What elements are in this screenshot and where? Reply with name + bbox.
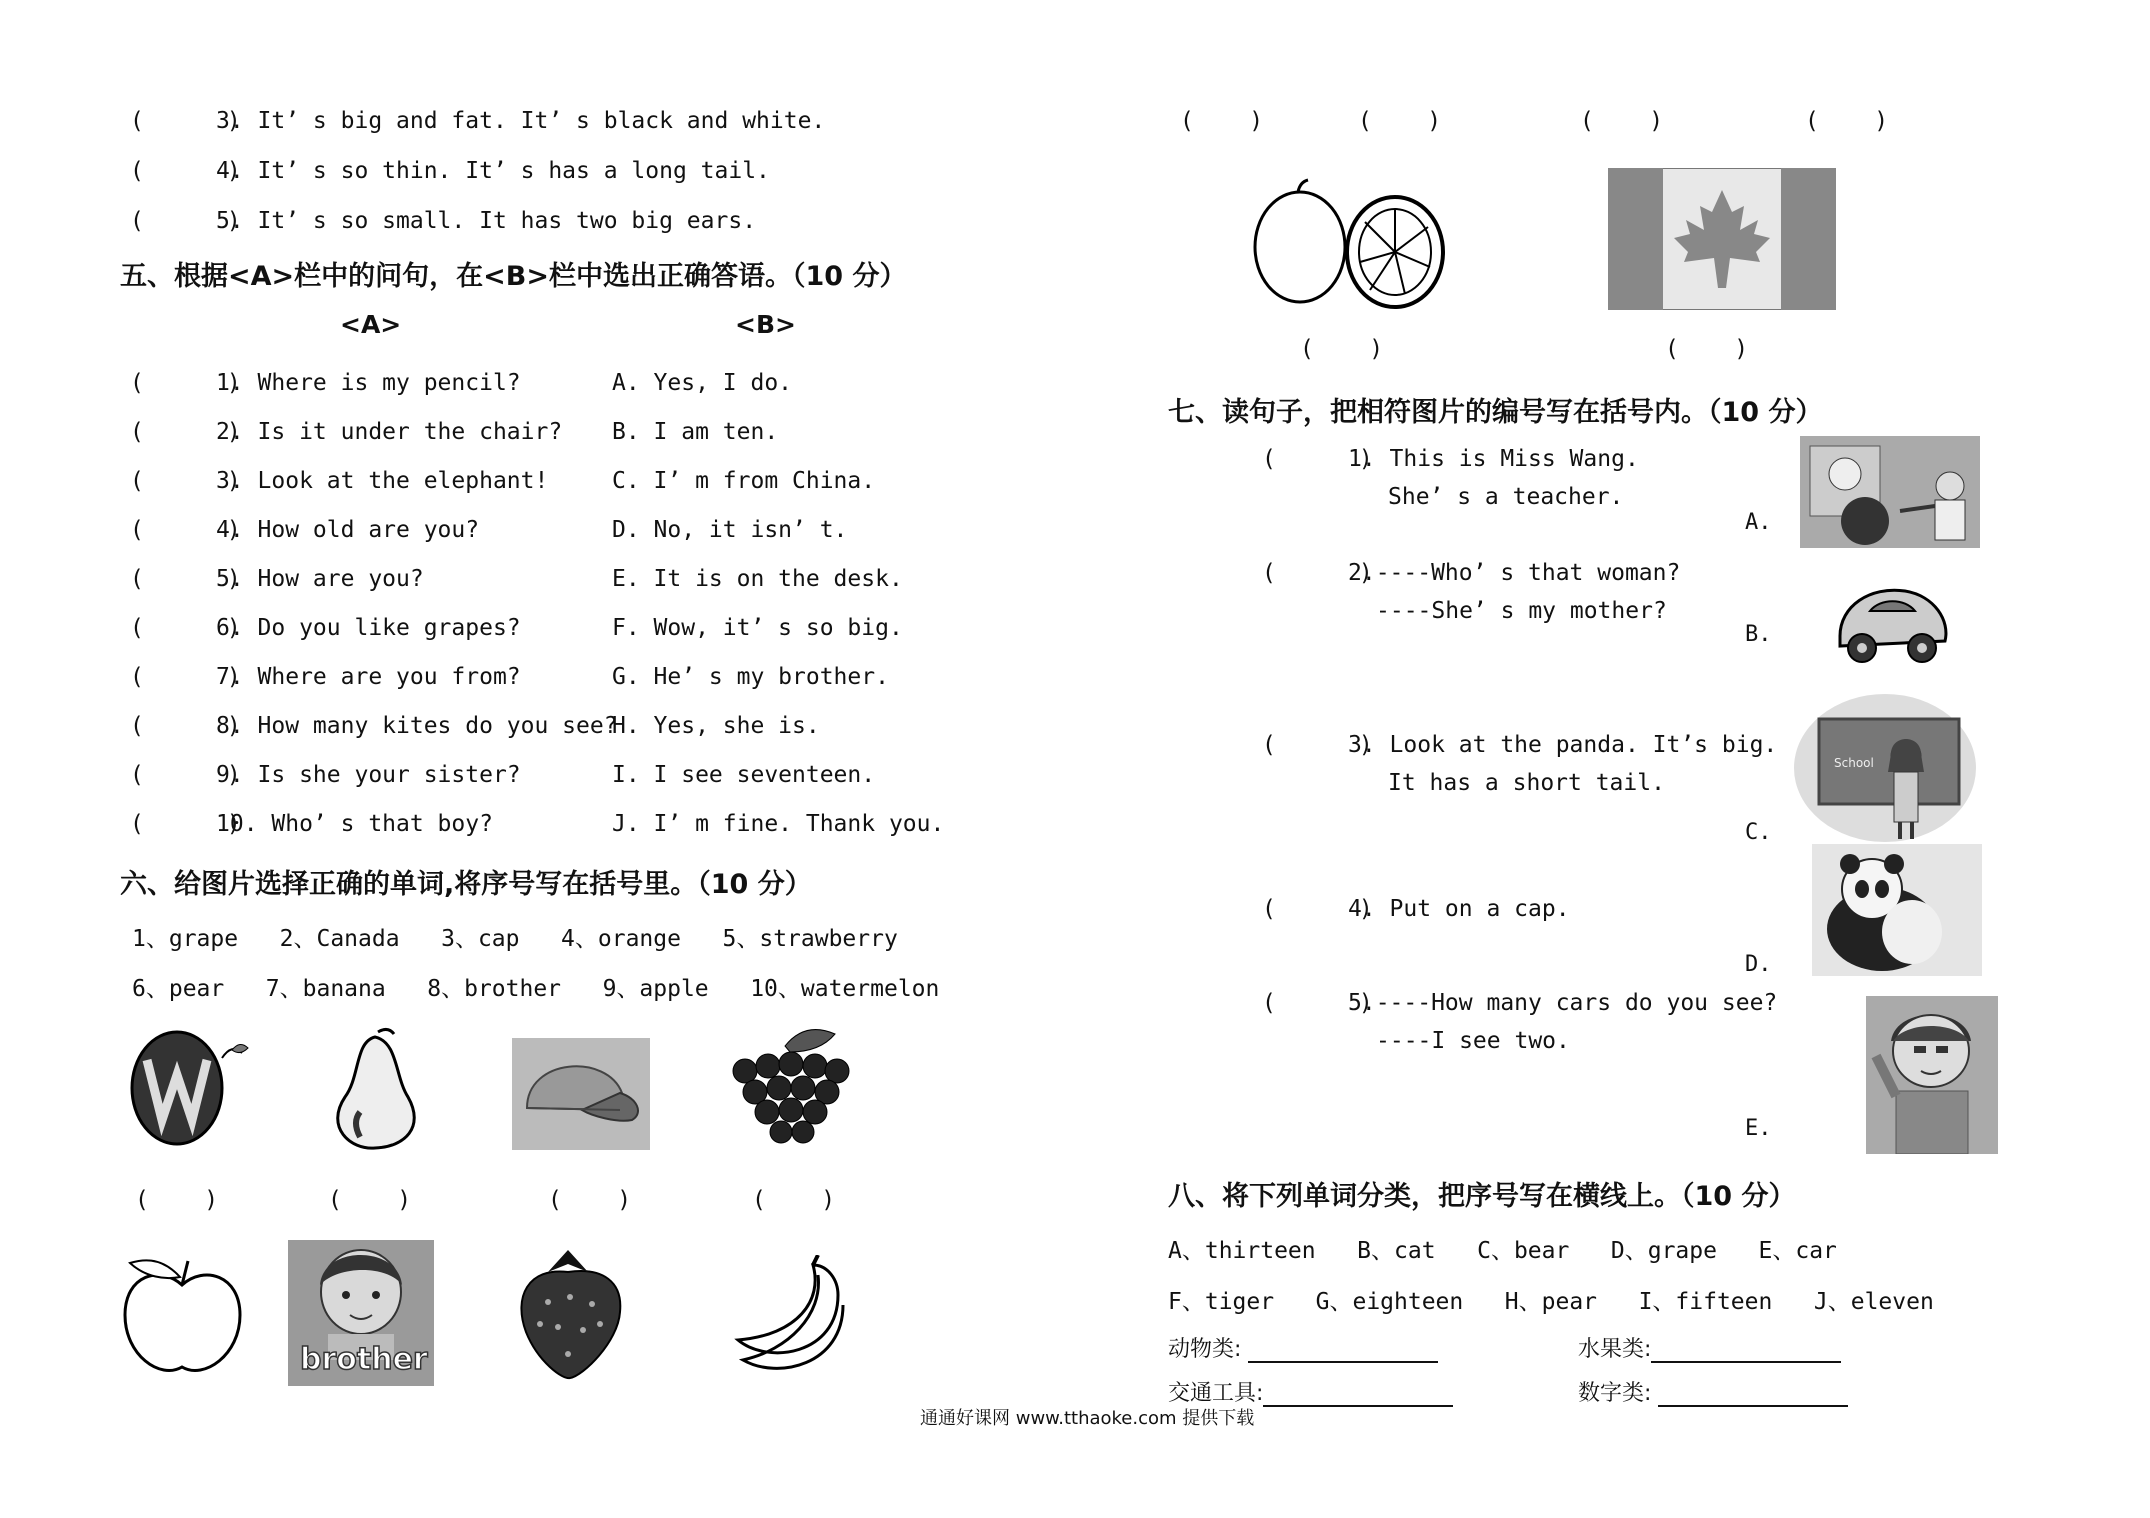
s4-item-3: ( )3. It’ s big and fat. It’ s black and white. — [130, 108, 826, 134]
s7-item-3: ( )3. Look at the panda. It’s big. — [1262, 732, 1778, 758]
s7-letter-d: D. — [1745, 952, 1772, 977]
s5-answer: E. It is on the desk. — [612, 566, 903, 592]
s5-answer: B. I am ten. — [612, 419, 779, 445]
s7-item-3-line2: It has a short tail. — [1388, 770, 1665, 796]
section5-col-b: <B> — [735, 310, 796, 339]
s5-answer: G. He’ s my brother. — [612, 664, 889, 690]
s5-row: ( )4. How old are you? — [130, 517, 480, 543]
s6r-bracket-2: ( ) — [1358, 108, 1442, 134]
category-fruits: 水果类: — [1578, 1332, 1841, 1363]
category-numbers: 数字类: — [1578, 1376, 1848, 1407]
s5-answer: A. Yes, I do. — [612, 370, 793, 396]
section8-words-row1: A、thirteen B、cat C、bear D、grape E、car — [1168, 1238, 1837, 1264]
section8-words-row2: F、tiger G、eighteen H、pear I、fifteen J、eleven — [1168, 1289, 1934, 1315]
section5-col-a: <A> — [340, 310, 402, 339]
section6-title: 六、给图片选择正确的单词,将序号写在括号里。（10 分） — [120, 869, 812, 900]
s7-item-4: ( )4. Put on a cap. — [1262, 896, 1570, 922]
s5-row: ( )6. Do you like grapes? — [130, 615, 521, 641]
s6-bracket-2: ( ) — [328, 1187, 412, 1213]
s5-answer: J. I’ m fine. Thank you. — [612, 811, 945, 837]
s5-row: ( )3. Look at the elephant! — [130, 468, 549, 494]
s5-row: ( )1. Where is my pencil? — [130, 370, 521, 396]
pear-icon — [320, 1022, 430, 1152]
s5-row: ( )2. Is it under the chair? — [130, 419, 563, 445]
s5-answer: F. Wow, it’ s so big. — [612, 615, 903, 641]
blank-line[interactable] — [1651, 1339, 1841, 1363]
s6r-bracket-5: ( ) — [1300, 336, 1384, 362]
strawberry-icon — [508, 1242, 628, 1382]
s7-item-1: ( )1. This is Miss Wang. — [1262, 446, 1639, 472]
blank-line[interactable] — [1248, 1339, 1438, 1363]
section6-words-row2: 6、pear 7、banana 8、brother 9、apple 10、watermelon — [132, 976, 940, 1002]
s7-letter-c: C. — [1745, 820, 1772, 845]
s7-letter-a: A. — [1745, 510, 1772, 535]
watermelon-icon — [122, 1020, 262, 1150]
s5-answer: C. I’ m from China. — [612, 468, 876, 494]
boy-cap-icon — [1866, 996, 1998, 1154]
blank-line[interactable] — [1263, 1383, 1453, 1407]
s7-item-2-line2: ----She’ s my mother? — [1376, 598, 1667, 624]
s5-row: ( )7. Where are you from? — [130, 664, 521, 690]
section6-words-row1: 1、grape 2、Canada 3、cap 4、orange 5、strawberry — [132, 926, 898, 952]
s5-row: ( )8. How many kites do you see? — [130, 713, 618, 739]
s6-bracket-1: ( ) — [135, 1187, 219, 1213]
brother-label: brother — [300, 1342, 428, 1377]
canada-flag-icon — [1608, 168, 1836, 310]
category-transport: 交通工具: — [1168, 1376, 1453, 1407]
section7-title: 七、读句子，把相符图片的编号写在括号内。（10 分） — [1168, 397, 1823, 428]
footer-credit: 通通好课网 www.tthaoke.com 提供下载 — [920, 1408, 1255, 1429]
s6r-bracket-1: ( ) — [1180, 108, 1264, 134]
school-label: School — [1834, 756, 1874, 770]
s7-letter-e: E. — [1745, 1116, 1772, 1141]
s5-answer: I. I see seventeen. — [612, 762, 876, 788]
s6r-bracket-4: ( ) — [1805, 108, 1889, 134]
section8-title: 八、将下列单词分类，把序号写在横线上。（10 分） — [1168, 1181, 1796, 1212]
s6r-bracket-3: ( ) — [1580, 108, 1664, 134]
panda-icon — [1812, 844, 1982, 976]
s5-row: ( )5. How are you? — [130, 566, 424, 592]
car-icon — [1830, 576, 1955, 676]
s7-item-1-line2: She’ s a teacher. — [1388, 484, 1624, 510]
banana-icon — [728, 1255, 853, 1380]
brother-icon — [288, 1240, 434, 1386]
s6-bracket-3: ( ) — [548, 1187, 632, 1213]
s7-item-5-line2: ----I see two. — [1376, 1028, 1570, 1054]
section5-title: 五、根据<A>栏中的问句，在<B>栏中选出正确答语。（10 分） — [120, 261, 907, 292]
category-animals: 动物类: — [1168, 1332, 1438, 1363]
s5-answer: H. Yes, she is. — [612, 713, 820, 739]
teacher-figure-icon — [1794, 694, 1976, 842]
blank-line[interactable] — [1658, 1383, 1848, 1407]
cap-icon — [512, 1038, 650, 1150]
teacher-icon — [1794, 694, 1976, 842]
s6-bracket-4: ( ) — [752, 1187, 836, 1213]
s7-item-5: ( )5.----How many cars do you see? — [1262, 990, 1778, 1016]
apple-icon — [120, 1255, 245, 1380]
mother-and-boy-icon — [1800, 436, 1980, 548]
orange-icon — [1250, 172, 1450, 312]
s5-row: ( )9. Is she your sister? — [130, 762, 521, 788]
s4-item-4: ( )4. It’ s so thin. It’ s has a long tail. — [130, 158, 770, 184]
s5-row: ( )10. Who’ s that boy? — [130, 811, 493, 837]
s4-item-5: ( )5. It’ s so small. It has two big ears. — [130, 208, 757, 234]
s5-answer: D. No, it isn’ t. — [612, 517, 848, 543]
s7-item-2: ( )2.----Who’ s that woman? — [1262, 560, 1681, 586]
grapes-icon — [725, 1026, 860, 1146]
s7-letter-b: B. — [1745, 622, 1772, 647]
s6r-bracket-6: ( ) — [1665, 336, 1749, 362]
